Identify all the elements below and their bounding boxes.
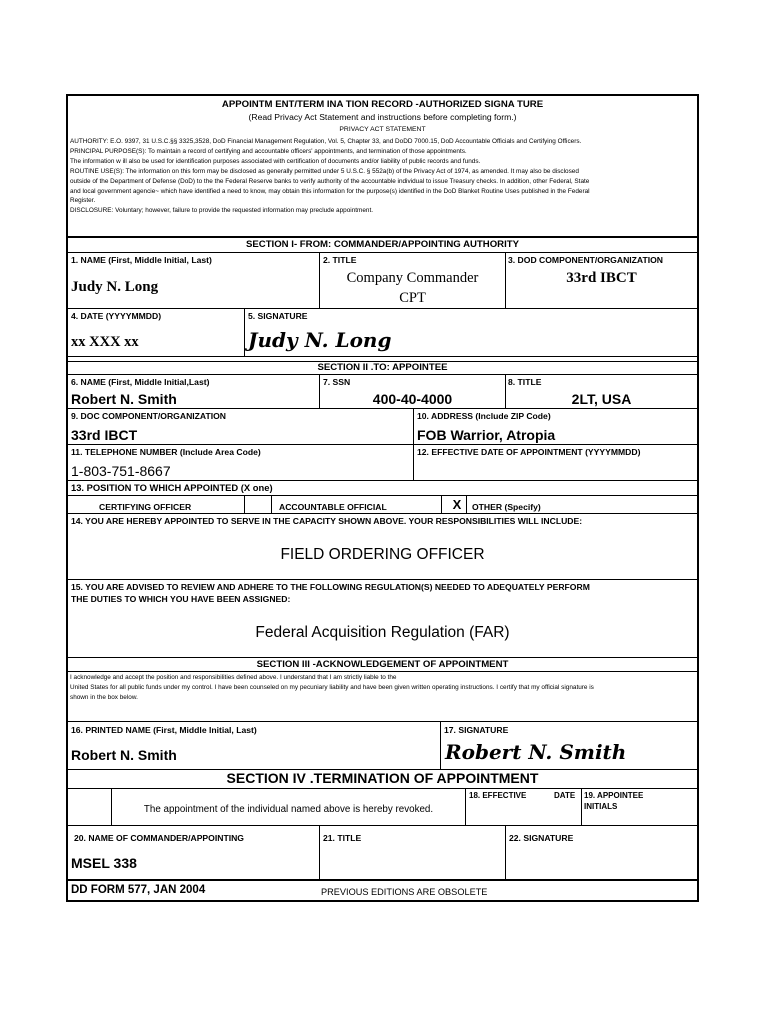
privacy-line: ROUTINE USE(S): The information on this form may be disclosed as generally permitted under 5 U.S.C. § 552a(b) of the Privacy Act of 1974, as amended. It may also be disclosed [70,167,579,175]
printed-name-label: 16. PRINTED NAME (First, Middle Initial, Last) [71,725,257,735]
divider [68,374,697,375]
initials-label-line: 19. APPOINTEE [584,791,644,800]
appointee-phone[interactable]: 1-803-751-8667 [71,463,171,479]
signature-label: 5. SIGNATURE [248,311,308,321]
divider [68,657,697,658]
divider [244,308,245,356]
address-label: 10. ADDRESS (Include ZIP Code) [417,411,551,421]
effective-date-word: DATE [554,791,576,800]
regulation-label [71,582,590,604]
other-checkbox-mark[interactable]: X [452,497,462,512]
commander-title[interactable]: Company Commander [346,270,479,286]
divider [68,252,697,253]
effective-date-label: 12. EFFECTIVE DATE OF APPOINTMENT (YYYYMMDD) [417,447,641,457]
privacy-statement [70,137,696,216]
commander-value[interactable]: MSEL 338 [71,855,137,871]
appointee-title-label: 8. TITLE [508,377,542,387]
divider [68,879,697,881]
section3-heading: SECTION III -ACKNOWLEDGEMENT OF APPOINTMENT [256,659,509,670]
appointee-name[interactable]: Robert N. Smith [71,391,177,407]
section4-heading: SECTION IV .TERMINATION OF APPOINTMENT [226,770,539,786]
divider [68,495,697,496]
initials-label [584,791,643,811]
regulation-value[interactable]: Federal Acquisition Regulation (FAR) [255,624,510,641]
certifying-checkbox[interactable] [245,496,271,513]
appointment-date[interactable]: xx XXX xx [71,334,139,350]
privacy-line: PRINCIPAL PURPOSE(S): To maintain a record of certifying and accountable officers' appointments, and termination of those appointments. [70,147,467,155]
divider [68,825,697,826]
divider [68,480,697,481]
privacy-line: AUTHORITY: E.O. 9397, 31 U.S.C.§§ 3325,3528, DoD Financial Management Regulation, Vol. 5, Chapter 33, and DoDD 7000.15, DoD Accountable Officials and Certifying Officers. [70,138,582,145]
divider [68,721,697,722]
divider [68,788,697,789]
responsibilities-label: 14. YOU ARE HEREBY APPOINTED TO SERVE IN THE CAPACITY SHOWN ABOVE. YOUR RESPONSIBILITIES WILL INCLUDE: [71,516,583,526]
divider [68,444,697,445]
divider [68,671,697,672]
appointee-ssn[interactable]: 400-40-4000 [372,391,453,407]
divider [465,788,466,825]
appointee-name-label: 6. NAME (First, Middle Initial,Last) [71,377,210,387]
form-title: APPOINTM ENT/TERM INA TION RECORD -AUTHORIZED SIGNA TURE [221,99,544,110]
privacy-line: and local government agencie~ which have identified a need to know, may obtain this information for the purpose(s) identified in the DoD Blanket Routine Uses published in the Federal [70,187,590,195]
acknowledgement-text [70,673,696,703]
commander-name[interactable]: Judy N. Long [71,279,159,295]
privacy-line: DISCLOSURE: Voluntary; however, failure to provide the requested information may preclude appointment. [70,207,374,215]
divider [68,513,697,514]
effective-label: 18. EFFECTIVE [469,791,527,800]
divider [68,308,697,309]
appointee-address[interactable]: FOB Warrior, Atropia [417,427,556,443]
divider [68,356,697,357]
section1-heading: SECTION I- FROM: COMMANDER/APPOINTING AUTHORITY [245,239,520,250]
appointee-signature[interactable]: Robert N. Smith [445,740,627,764]
responsibilities-value[interactable]: FIELD ORDERING OFFICER [280,546,485,563]
date-label: 4. DATE (YYYYMMDD) [71,311,162,321]
form-id: DD FORM 577, JAN 2004 [71,884,206,896]
commander-rank[interactable]: CPT [399,290,426,306]
ssn-label: 7. SSN [323,377,351,387]
form-subtitle: (Read Privacy Act Statement and instructions before completing form.) [248,112,517,122]
divider [319,825,320,879]
divider [68,236,697,238]
appointee-signature-label: 17. SIGNATURE [444,725,509,735]
termination-title-label: 21. TITLE [323,833,362,843]
obsolete-notice: PREVIOUS EDITIONS ARE OBSOLETE [321,887,488,897]
commander-signature[interactable]: Judy N. Long [248,328,392,352]
title-label: 2. TITLE [323,255,357,265]
regulation-label-line: 15. YOU ARE ADVISED TO REVIEW AND ADHERE TO THE FOLLOWING REGULATION(S) NEEDED TO ADEQUATELY PERFORM [71,582,590,592]
position-label: 13. POSITION TO WHICH APPOINTED (X one) [71,482,273,493]
printed-name[interactable]: Robert N. Smith [71,747,177,763]
commander-label: 20. NAME OF COMMANDER/APPOINTING [74,833,244,843]
privacy-line: Register. [70,197,96,205]
appointee-title[interactable]: 2LT, USA [571,391,632,407]
divider [68,408,697,409]
privacy-heading: PRIVACY ACT STATEMENT [339,126,426,133]
initials-label-line: INITIALS [584,802,618,811]
ack-line: I acknowledge and accept the position and responsibilities defined above. I understand that I am strictly liable to the [70,674,397,681]
divider [68,579,697,580]
divider [505,825,506,879]
commander-component[interactable]: 33rd IBCT [566,270,637,286]
name-label: 1. NAME (First, Middle Initial, Last) [71,255,212,265]
option-other: OTHER (Specify) [472,502,541,512]
appointee-component[interactable]: 33rd IBCT [71,427,138,443]
divider [440,721,441,769]
phone-label: 11. TELEPHONE NUMBER (Include Area Code) [71,447,261,457]
privacy-line: The information w ill also be used for identification purposes associated with certification of documents and/or liability of public records and funds. [70,157,481,165]
privacy-line: outside of the Department of Defense (DoD) to the the Federal Reserve banks to verify authority of the accountable individual to issue Treasury checks. In addition, other Federal, State [70,177,590,185]
ack-line: shown in the box below. [70,693,138,701]
ack-line: United States for all public funds under my control. I have been counseled on my pecuniary liability and have been given written operating instructions. I certify that my official signature is [70,683,594,691]
component-label: 3. DOD COMPONENT/ORGANIZATION [508,255,664,265]
termination-signature-label: 22. SIGNATURE [509,833,574,843]
appointee-component-label: 9. DOC COMPONENT/ORGANIZATION [71,411,227,421]
option-certifying: CERTIFYING OFFICER [99,502,192,512]
section2-heading: SECTION II .TO: APPOINTEE [317,362,448,373]
regulation-label-line: THE DUTIES TO WHICH YOU HAVE BEEN ASSIGNED: [71,594,291,604]
divider [271,495,272,513]
option-accountable: ACCOUNTABLE OFFICIAL [279,502,387,512]
dd-form-577 [66,94,699,902]
revoked-text: The appointment of the individual named above is hereby revoked. [143,804,434,815]
divider [581,788,582,825]
